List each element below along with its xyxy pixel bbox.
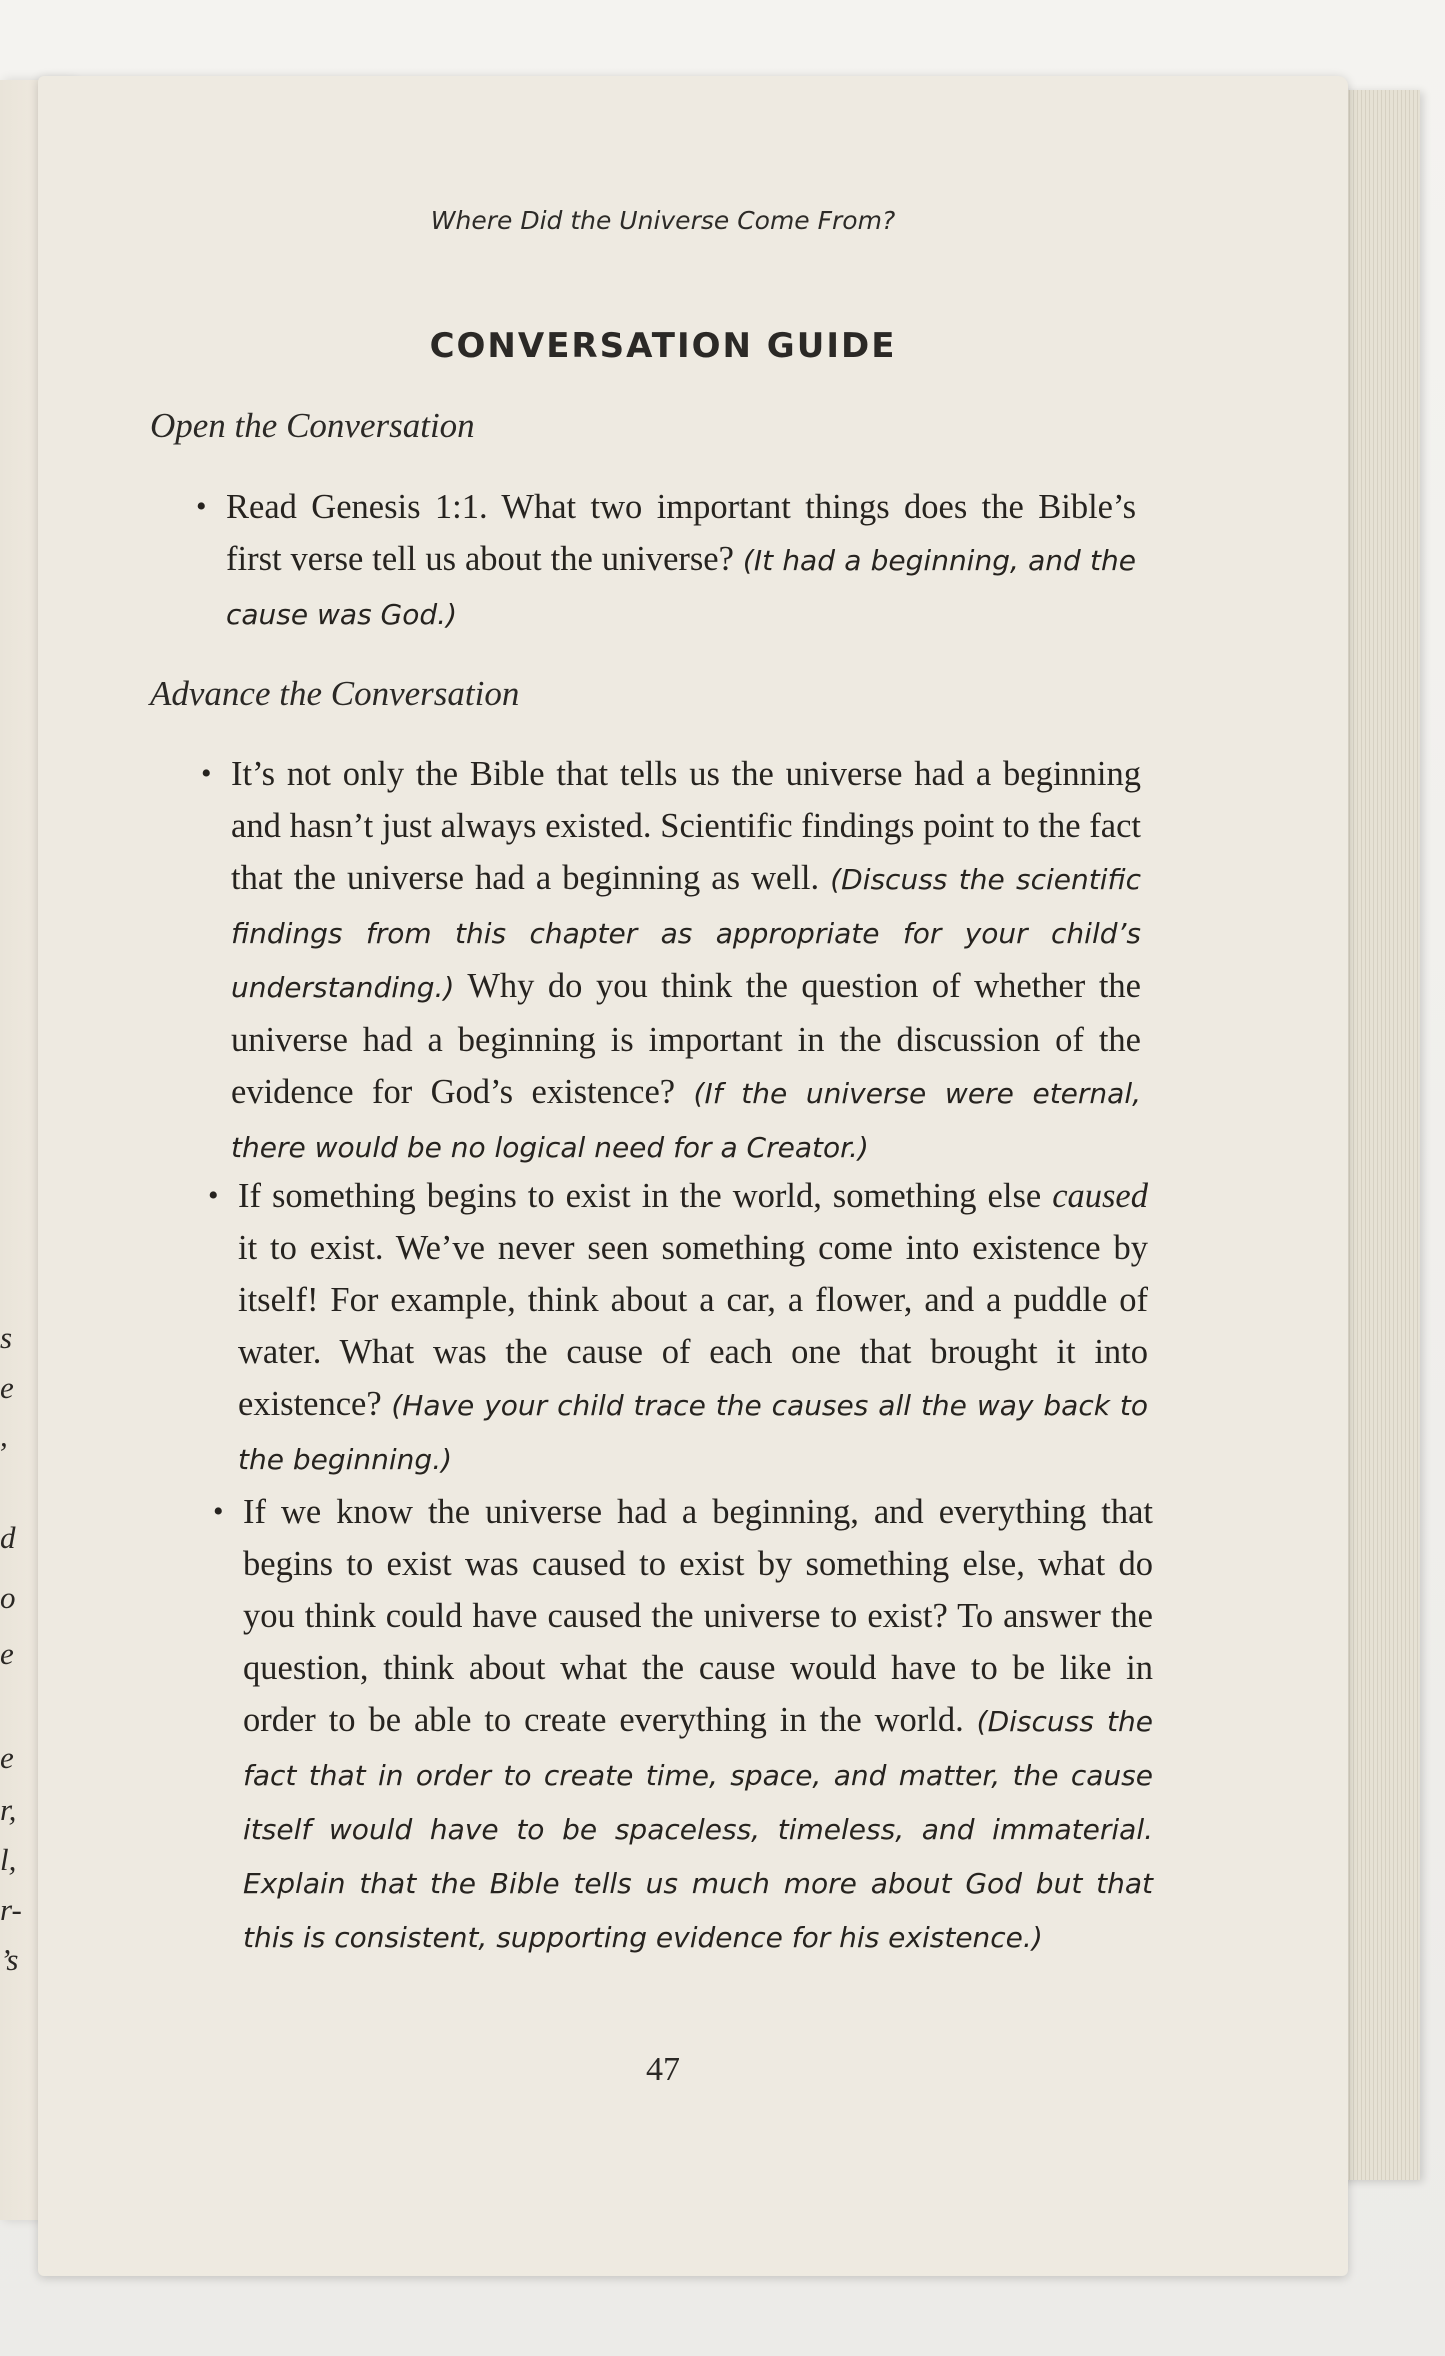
running-head: Where Did the Universe Come From?: [430, 206, 896, 235]
bullet-emphasis: caused: [1052, 1177, 1148, 1215]
previous-page-fragment: ’s: [0, 1942, 19, 1977]
bullet-aside: (Discuss the fact that in order to create time, space, and matter, the cause itself would have to be spaceless, timeless, and immaterial. Explain that the Bible tells us much more about God but that this is consistent, supporting evidence for his existence.): [243, 1705, 1153, 1954]
bullet-text: Read Genesis 1:1. What two important things does the Bible’s first verse tell us about the universe?: [226, 488, 1136, 578]
bullet-icon: •: [196, 490, 207, 523]
previous-page-fragment: s: [0, 1320, 13, 1355]
bullet-icon: •: [201, 757, 212, 790]
bullet-aside: (Have your child trace the causes all the way back to the beginning.): [238, 1389, 1148, 1476]
page-title: CONVERSATION GUIDE: [429, 326, 897, 366]
previous-page-fragment: e: [0, 1370, 14, 1405]
list-item: [208, 1170, 1148, 1486]
bullet-text: If something begins to exist in the world, something else: [238, 1177, 1042, 1215]
book-page: [38, 76, 1348, 2276]
bullet-text: It’s not only the Bible that tells us the universe had a beginning and hasn’t just always existed. Scientific findings point to the fact that the universe had a beginning as well.: [231, 755, 1141, 897]
previous-page-fragment: e: [0, 1636, 14, 1671]
previous-page-fragment: d: [0, 1520, 16, 1555]
bullet-text: it to exist. We’ve never seen something come into existence by itself! For example, think about a car, a flower, and a puddle of water. What was the cause of each one that brought it into existence?: [238, 1229, 1148, 1423]
bullet-icon: •: [213, 1495, 224, 1528]
previous-page-fragment: o: [0, 1580, 16, 1615]
previous-page-fragment: r,: [0, 1792, 17, 1827]
list-item: [196, 481, 1137, 641]
previous-page-fragment: l,: [0, 1842, 17, 1877]
section-heading-open: Open the Conversation: [150, 406, 475, 445]
list-item: [213, 1486, 1153, 1964]
previous-page-fragment: e: [0, 1740, 14, 1775]
bullet-text: If we know the universe had a beginning, and everything that begins to exist was caused to exist by something else, what do you think could have caused the universe to exist? To answer the question, think about what the cause would have to be like in order to be able to create everything in the world.: [243, 1493, 1153, 1739]
bullet-aside: (Discuss the scientific findings from this chapter as appropriate for your child’s understanding.): [231, 863, 1141, 1004]
bullet-aside: (It had a beginning, and the cause was God.): [226, 544, 1137, 631]
bullet-text: Why do you think the question of whether the universe had a beginning is important in the discussion of the evidence for God’s existence?: [231, 967, 1141, 1111]
list-item: [201, 748, 1141, 1174]
page-number: 47: [646, 2051, 680, 2088]
section-heading-advance: Advance the Conversation: [150, 674, 520, 713]
previous-page-fragment: r-: [0, 1892, 22, 1927]
previous-page-fragment: ,: [0, 1418, 8, 1453]
bullet-aside: (If the universe were eternal, there would be no logical need for a Creator.): [231, 1077, 1141, 1164]
bullet-icon: •: [208, 1179, 219, 1212]
